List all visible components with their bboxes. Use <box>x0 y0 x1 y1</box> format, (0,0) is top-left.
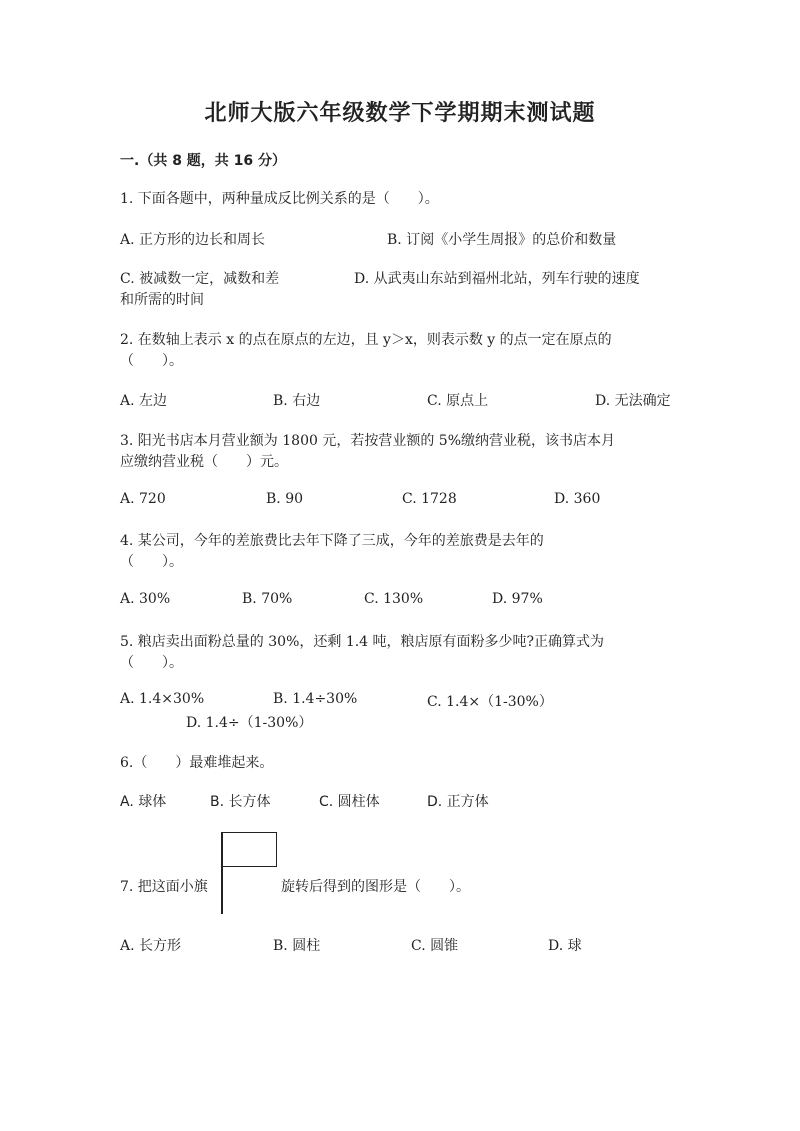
question-3-option-d: D. 360 <box>554 491 601 507</box>
question-6-option-b: B. 长方体 <box>210 794 271 810</box>
question-6-option-c: C. 圆柱体 <box>319 794 380 810</box>
question-3-option-c: C. 1728 <box>402 491 457 507</box>
question-3-option-a: A. 720 <box>120 491 166 507</box>
question-4-option-b: B. 70% <box>242 591 293 607</box>
question-7-stem: 7. 把这面小旗 <box>120 879 208 895</box>
flag-figure <box>222 832 277 867</box>
question-5-option-d: D. 1.4÷（1-30%） <box>186 715 313 731</box>
question-1-stem: 1. 下面各题中，两种量成反比例关系的是（ ）。 <box>120 191 439 207</box>
question-1-option-d: D. 从武夷山东站到福州北站，列车行驶的速度 <box>354 271 640 287</box>
question-2-option-d: D. 无法确定 <box>595 393 671 409</box>
question-2-option-c: C. 原点上 <box>427 393 489 409</box>
question-4-option-d: D. 97% <box>492 591 543 607</box>
question-1-option-c: C. 被减数一定，减数和差 <box>120 271 280 287</box>
question-2-stem: 2. 在数轴上表示 x 的点在原点的左边，且 y＞x，则表示数 y 的点一定在原点的 <box>120 332 612 348</box>
question-4-stem: 4. 某公司，今年的差旅费比去年下降了三成，今年的差旅费是去年的 <box>120 533 544 549</box>
section-heading: 一.（共 8 题，共 16 分） <box>120 153 287 169</box>
question-1-option-b: B. 订阅《小学生周报》的总价和数量 <box>387 232 617 248</box>
page-title: 北师大版六年级数学下学期期末测试题 <box>204 101 596 126</box>
question-4-stem-continued: （ ）。 <box>120 554 183 570</box>
question-5-stem: 5. 粮店卖出面粉总量的 30%，还剩 1.4 吨，粮店原有面粉多少吨?正确算式为 <box>120 634 605 650</box>
question-6-option-d: D. 正方体 <box>427 794 489 810</box>
question-3-stem: 3. 阳光书店本月营业额为 1800 元，若按营业额的 5%缴纳营业税，该书店本月 <box>120 433 615 449</box>
question-6-stem: 6.（ ）最难堆起来。 <box>120 755 274 771</box>
question-4-option-a: A. 30% <box>120 591 171 607</box>
question-7-option-b: B. 圆柱 <box>273 938 321 954</box>
question-2-stem-continued: （ ）。 <box>120 353 183 369</box>
question-7-option-d: D. 球 <box>548 938 582 954</box>
question-5-option-c: C. 1.4×（1-30%） <box>427 694 553 710</box>
question-2-option-b: B. 右边 <box>273 393 321 409</box>
question-1-option-a: A. 正方形的边长和周长 <box>120 232 266 248</box>
question-5-option-b: B. 1.4÷30% <box>273 691 358 707</box>
question-1-option-d-continued: 和所需的时间 <box>120 292 204 308</box>
question-3-option-b: B. 90 <box>266 491 304 507</box>
question-5-stem-continued: （ ）。 <box>120 655 183 671</box>
question-3-stem-continued: 应缴纳营业税（ ）元。 <box>120 454 288 470</box>
question-7-option-a: A. 长方形 <box>120 938 182 954</box>
question-7-stem-continued: 旋转后得到的图形是（ ）。 <box>281 879 470 895</box>
question-6-option-a: A. 球体 <box>120 794 167 810</box>
question-5-option-a: A. 1.4×30% <box>120 691 205 707</box>
question-4-option-c: C. 130% <box>364 591 424 607</box>
question-2-option-a: A. 左边 <box>120 393 168 409</box>
question-7-option-c: C. 圆锥 <box>411 938 459 954</box>
